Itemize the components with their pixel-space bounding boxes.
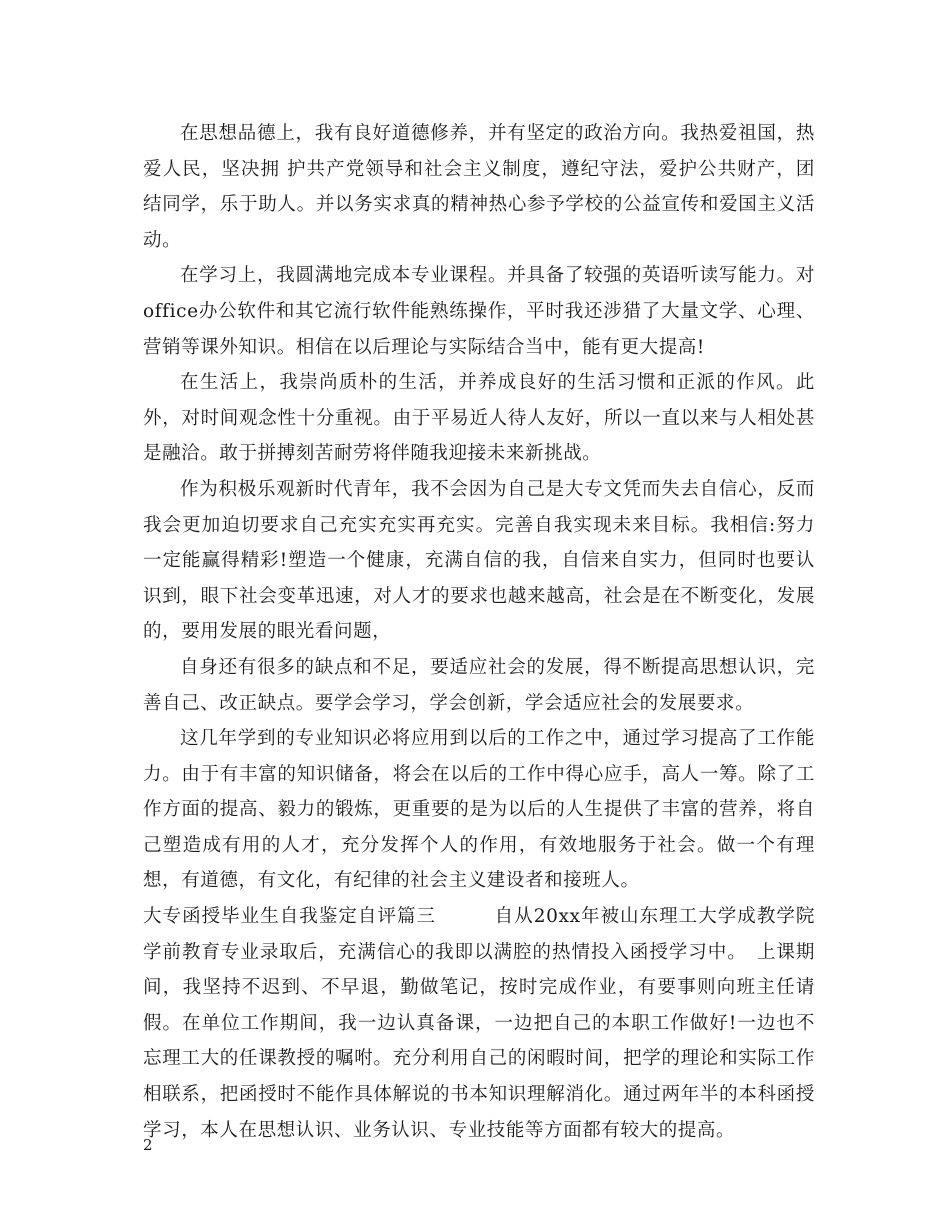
paragraph-moral-character: 在思想品德上，我有良好道德修养，并有坚定的政治方向。我热爱祖国，热爱人民，坚决拥 护共产党领导和社会主义制度，遵纪守法，爱护公共财产，团结同学，乐于助人。并以务实求真的精神热心参予学校的公益宣传和爱国主义活动。 — [143, 123, 815, 251]
paragraph-confidence: 作为积极乐观新时代青年，我不会因为自己是大专文凭而失去自信心，反而我会更加迫切要求自己充实充实再充实。完善自我实现未来目标。我相信:努力一定能赢得精彩!塑造一个健康，充满自信的我，自信来自实力，但同时也要认识到，眼下社会变革迅速，对人才的要求也越来越高，社会是在不断变化，发展的，要用发展的眼光看问题， — [143, 478, 815, 643]
paragraph-shortcomings: 自身还有很多的缺点和不足，要适应社会的发展，得不断提高思想认识，完善自己、改正缺点。要学会学习，学会创新，学会适应社会的发展要求。 — [143, 656, 815, 714]
body-text — [143, 116, 815, 1148]
paragraph-life: 在生活上，我崇尚质朴的生活，并养成良好的生活习惯和正派的作风。此外，对时间观念性十分重视。由于平易近人待人友好，所以一直以来与人相处甚是融洽。敢于拼搏刻苦耐劳将伴随我迎接未来新挑战。 — [143, 372, 815, 465]
page-number: 2 — [143, 1136, 153, 1154]
paragraph-study: 在学习上，我圆满地完成本专业课程。并具备了较强的英语听读写能力。对office办公软件和其它流行软件能熟练操作，平时我还涉猎了大量文学、心理、营销等课外知识。相信在以后理论与实际结合当中，能有更大提高! — [143, 265, 815, 358]
paragraph-knowledge: 这几年学到的专业知识必将应用到以后的工作之中，通过学习提高了工作能力。由于有丰富的知识储备，将会在以后的工作中得心应手，高人一筹。除了工作方面的提高、毅力的锻炼，更重要的是为以后的人生提供了丰富的营养，将自己塑造成有用的人才，充分发挥个人的作用，有效地服务于社会。做一个有理想，有道德，有文化，有纪律的社会主义建设者和接班人。 — [143, 728, 815, 892]
paragraph-section-three: 大专函授毕业生自我鉴定自评篇三 自从20xx年被山东理工大学成教学院学前教育专业录取后，充满信心的我即以满腔的热情投入函授学习中。 上课期间，我坚持不迟到、不早退，勤做笔记，按时完成作业，有要事则向班主任请假。在单位工作期间，我一边认真备课，一边把自己的本职工作做好!一边也不忘理工大的任课教授的嘱咐。充分利用自己的闲暇时间，把学的理论和实际工作相联系，把函授时不能作具体解说的书本知识理解消化。通过两年半的本科函授学习，本人在思想认识、业务认识、专业技能等方面都有较大的提高。 — [143, 906, 815, 1141]
